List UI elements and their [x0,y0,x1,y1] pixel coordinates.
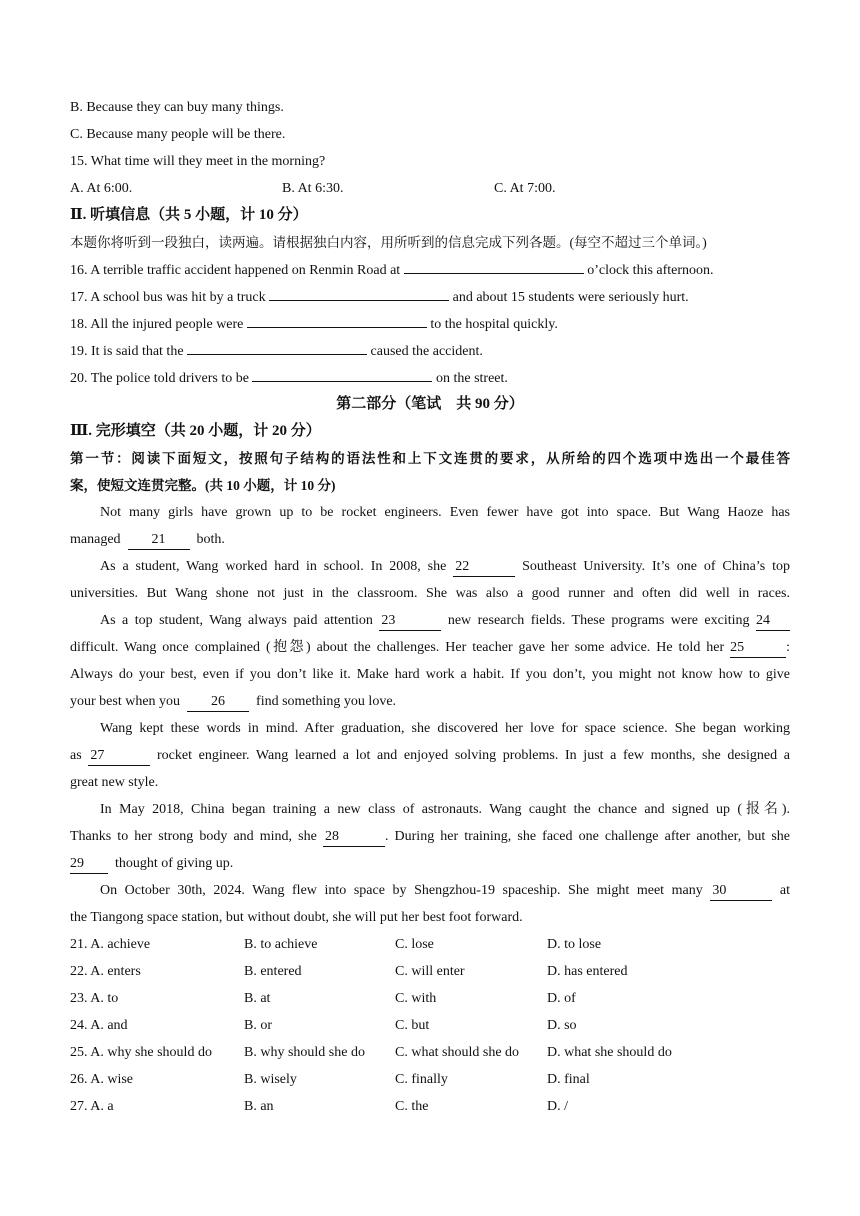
blank-24[interactable]: 24 [756,613,790,631]
blank-21[interactable]: 21 [128,532,190,550]
passage-p4-line-1: Wang kept these words in mind. After graduation, she discovered her love for space science. She began working [100,721,790,736]
q18-answer-blank[interactable] [247,310,427,328]
option-27-c[interactable]: C. the [395,1099,429,1114]
option-27-a[interactable]: 27. A. a [70,1099,114,1114]
options-row-27 [70,1093,790,1120]
q15-option-c: C. At 7:00. [494,181,556,196]
passage-p5-line-2 [70,823,790,850]
q19-answer-blank[interactable] [187,337,367,355]
option-21-c[interactable]: C. lose [395,937,434,952]
option-24-a[interactable]: 24. A. and [70,1018,128,1033]
passage-text: Thanks to her strong body and mind, she [70,829,317,844]
passage-text: . During her training, she faced one challenge after another, but she [384,829,790,844]
passage-p1-line-1: Not many girls have grown up to be rocket engineers. Even fewer have got into space. But Wang Haoze has [100,505,790,520]
option-23-a[interactable]: 23. A. to [70,991,119,1006]
passage-p5-line-1: In May 2018, China began training a new class of astronauts. Wang caught the chance and signed up (报名). [100,802,790,817]
option-23-c[interactable]: C. with [395,991,437,1006]
passage-text: difficult. Wang once complained (抱怨) about the challenges. Her teacher gave her some advice. He told her [70,640,725,655]
option-24-d[interactable]: D. so [547,1018,577,1033]
passage-p2-line-1 [70,553,790,580]
passage-text: As a top student, Wang always paid attention [100,613,373,628]
options-row-23 [70,985,790,1012]
passage-p5-line-3 [70,850,790,877]
option-26-c[interactable]: C. finally [395,1072,448,1087]
q19-text-after: caused the accident. [370,344,483,359]
option-25-b[interactable]: B. why should she do [244,1045,365,1060]
q20-text-before: 20. The police told drivers to be [70,371,249,386]
blank-29[interactable]: 29 [70,856,108,874]
blank-30[interactable]: 30 [710,883,772,901]
passage-p6-line-2: the Tiangong space station, but without doubt, she will put her best foot forward. [70,910,523,925]
passage-p1-line-2 [70,526,790,553]
options-row-21 [70,931,790,958]
blank-26[interactable]: 26 [187,694,249,712]
blank-27[interactable]: 27 [88,748,150,766]
option-23-d[interactable]: D. of [547,991,576,1006]
q15-stem: 15. What time will they meet in the morning? [70,154,326,169]
passage-text: as [70,748,82,763]
section-2-heading: Ⅱ. 听填信息（共 5 小题，计 10 分） [70,207,308,223]
passage-text: your best when you [70,694,181,709]
q17-text-before: 17. A school bus was hit by a truck [70,290,266,305]
option-23-b[interactable]: B. at [244,991,271,1006]
passage-p3-line-1 [70,607,790,634]
q19 [70,337,790,364]
passage-text: rocket engineer. Wang learned a lot and enjoyed solving problems. In just a few months, she designed a [156,748,790,763]
passage-text: Southeast University. It’s one of China’s top [522,559,790,574]
blank-22[interactable]: 22 [453,559,515,577]
q17 [70,283,790,310]
option-22-d[interactable]: D. has entered [547,964,628,979]
options-row-25 [70,1039,790,1066]
passage-text: thought of giving up. [115,856,234,871]
option-22-a[interactable]: 22. A. enters [70,964,141,979]
q18 [70,310,790,337]
q16-text-before: 16. A terrible traffic accident happened on Renmin Road at [70,263,401,278]
options-row-22 [70,958,790,985]
q20 [70,364,790,391]
option-26-b[interactable]: B. wisely [244,1072,297,1087]
q15-option-b: B. At 6:30. [282,181,344,196]
q14-option-c: C. Because many people will be there. [70,127,286,142]
passage-p4-line-3: great new style. [70,775,159,790]
passage-p2-line-2: universities. But Wang shone not just in the classroom. She was also a good runner and often did well in races. [70,586,790,601]
q18-text-before: 18. All the injured people were [70,317,244,332]
option-27-b[interactable]: B. an [244,1099,274,1114]
passage-p3-line-4 [70,688,790,715]
option-22-c[interactable]: C. will enter [395,964,465,979]
passage-text: On October 30th, 2024. Wang flew into space by Shengzhou-19 spaceship. She might meet many [100,883,703,898]
option-25-a[interactable]: 25. A. why she should do [70,1045,212,1060]
options-row-24 [70,1012,790,1039]
passage-text: : [786,640,790,655]
q15-option-a: A. At 6:00. [70,181,133,196]
option-21-b[interactable]: B. to achieve [244,937,318,952]
passage-text: both. [196,532,225,547]
part-2-heading: 第二部分（笔试 共 90 分） [336,396,524,412]
blank-28[interactable]: 28 [323,829,385,847]
passage-p3-line-3: Always do your best, even if you don’t like it. Make hard work a habit. If you don’t, you might not know how to give [70,667,790,682]
q14-option-b: B. Because they can buy many things. [70,100,284,115]
passage-text: managed [70,532,121,547]
passage-text: at [779,883,790,898]
option-26-a[interactable]: 26. A. wise [70,1072,133,1087]
option-25-d[interactable]: D. what she should do [547,1045,672,1060]
passage-p4-line-2 [70,742,790,769]
option-21-d[interactable]: D. to lose [547,937,602,952]
q17-text-after: and about 15 students were seriously hurt. [452,290,689,305]
option-27-d[interactable]: D. / [547,1099,568,1114]
page-content [70,94,790,1120]
option-25-c[interactable]: C. what should she do [395,1045,520,1060]
q16-text-after: o’clock this afternoon. [587,263,714,278]
q16 [70,256,790,283]
passage-p3-line-2 [70,634,790,661]
passage-p6-line-1 [70,877,790,904]
q20-text-after: on the street. [435,371,508,386]
section-3-instruction-line-1: 第一节：阅读下面短文，按照句子结构的语法性和上下文连贯的要求，从所给的四个选项中选出一个最佳答 [70,451,790,466]
q15-options [70,175,790,202]
blank-25[interactable]: 25 [730,640,786,658]
passage-text: As a student, Wang worked hard in school. In 2008, she [100,559,447,574]
section-3-instruction-line-2: 案，使短文连贯完整。(共 10 小题，计 10 分) [70,478,336,493]
passage-text: new research fields. These programs were exciting [447,613,750,628]
option-22-b[interactable]: B. entered [244,964,302,979]
section-2-instruction: 本题你将听到一段独白，读两遍。请根据独白内容，用所听到的信息完成下列各题。(每空不超过三个单词。) [70,235,707,250]
option-21-a[interactable]: 21. A. achieve [70,937,151,952]
q17-answer-blank[interactable] [269,283,449,301]
q19-text-before: 19. It is said that the [70,344,184,359]
option-26-d[interactable]: D. final [547,1072,590,1087]
option-24-b[interactable]: B. or [244,1018,272,1033]
q20-answer-blank[interactable] [252,364,432,382]
q16-answer-blank[interactable] [404,256,584,274]
blank-23[interactable]: 23 [379,613,441,631]
passage-text: find something you love. [256,694,397,709]
options-row-26 [70,1066,790,1093]
section-3-heading: Ⅲ. 完形填空（共 20 小题，计 20 分） [70,423,321,439]
option-24-c[interactable]: C. but [395,1018,430,1033]
q18-text-after: to the hospital quickly. [430,317,558,332]
